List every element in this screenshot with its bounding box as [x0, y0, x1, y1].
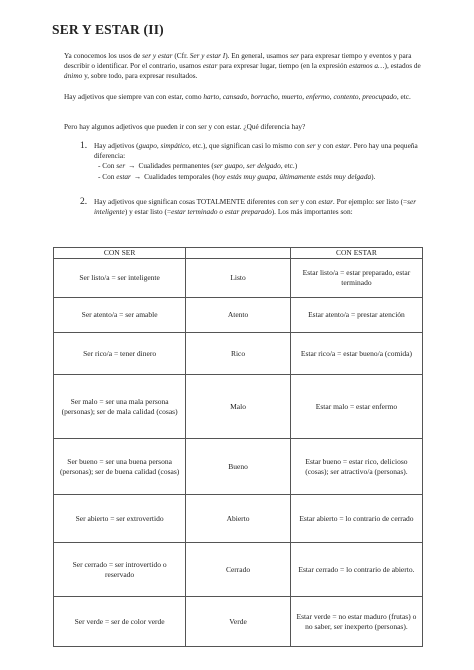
table-cell: Listo: [186, 259, 291, 298]
text: , etc.), que significan casi lo mismo con: [188, 141, 307, 150]
list-number: 2.: [80, 197, 88, 207]
text: , etc.): [280, 161, 298, 171]
table-header-row: [54, 248, 423, 259]
table-cell: Estar abierto = lo contrario de cerrado: [290, 495, 422, 543]
table-cell: Cerrado: [186, 543, 291, 597]
table-cell: Ser abierto = ser extrovertido: [54, 495, 186, 543]
list-item-text: [94, 141, 444, 161]
table-cell: Atento: [186, 298, 291, 333]
table-cell: Ser atento/a = ser amable: [54, 298, 186, 333]
table-cell: Estar rico/a = estar bueno/a (comida): [290, 333, 422, 375]
text: estar: [318, 197, 333, 206]
text: ánimo: [64, 71, 83, 81]
text: ) y estar listo (=: [124, 207, 172, 217]
table-row: [54, 439, 423, 495]
table-cell: Bueno: [186, 439, 291, 495]
list-item-2: [80, 197, 444, 217]
text: Cualidades permanentes (: [138, 161, 214, 171]
table-row: [54, 333, 423, 375]
text: Ya conocemos los usos de: [64, 51, 143, 60]
table-cell: Estar malo = estar enfermo: [290, 375, 422, 439]
text: para expresar tiempo y eventos y para describir o identificar. Por el contrario, usamos: [64, 51, 412, 71]
sub-line-ser: [94, 161, 444, 171]
text: ser: [116, 161, 126, 171]
text: para expresar lugar, tiempo (en la expresión: [217, 61, 350, 71]
table-cell: Ser malo = ser una mala persona (personas); ser de mala calidad (cosas): [54, 375, 186, 439]
text: Hay adjetivos que significan cosas TOTALMENTE diferentes con: [94, 197, 290, 206]
text: harto, cansado, borracho, muerto, enfermo, contento, preocupado: [203, 92, 397, 101]
text: guapo, simpático: [138, 141, 189, 150]
intro-paragraph-2: [64, 92, 432, 102]
table-cell: Ser bueno = ser una buena persona (personas); ser de buena calidad (cosas): [54, 439, 186, 495]
text: ser: [290, 51, 299, 60]
table-cell: Malo: [186, 375, 291, 439]
text: - Con: [98, 161, 117, 171]
text: estar: [116, 171, 131, 181]
table-row: [54, 259, 423, 298]
arrow-right-icon: →: [128, 161, 136, 171]
table-cell: Estar listo/a = estar preparado, estar terminado: [290, 259, 422, 298]
text: Ser y estar I: [189, 51, 226, 60]
ser-estar-table: [53, 247, 423, 647]
table-cell: Estar atento/a = prestar atención: [290, 298, 422, 333]
table-cell: Estar verde = no estar maduro (frutas) o no saber, ser inexperto (personas).: [290, 597, 422, 647]
text: estamos a…: [349, 61, 385, 71]
table-cell: Estar bueno = estar rico, delicioso (cosas); ser atractivo/a (personas).: [290, 439, 422, 495]
list-number: 1.: [80, 141, 88, 151]
text: ser inteligente: [94, 197, 417, 217]
table-cell: Ser verde = ser de color verde: [54, 597, 186, 647]
table-cell: Verde: [186, 597, 291, 647]
text: Cualidades temporales (: [144, 171, 215, 181]
text: y con: [298, 197, 319, 206]
table-row: [54, 298, 423, 333]
header-con-ser: CON SER: [54, 248, 186, 259]
table-cell: Estar cerrado = lo contrario de abierto.: [290, 543, 422, 597]
table-cell: Rico: [186, 333, 291, 375]
text: ). Los más importantes son:: [271, 207, 353, 217]
table-row: [54, 597, 423, 647]
text: y con: [315, 141, 336, 150]
text: ser y estar: [142, 51, 173, 60]
intro-paragraph-1: [64, 51, 432, 82]
text: , etc.: [396, 92, 411, 101]
header-adjective: [186, 248, 291, 259]
list-item-1: [80, 141, 444, 182]
text: . Pero hay una pequeña diferencia:: [94, 141, 418, 161]
text: ser: [289, 197, 299, 206]
text: Hay adjetivos (: [94, 141, 139, 150]
text: estar terminado o estar preparado: [171, 207, 272, 217]
text: Hay adjetivos que siempre van con estar, como: [64, 92, 204, 101]
page-title: SER Y ESTAR (II): [52, 22, 164, 37]
table-row: [54, 375, 423, 439]
arrow-right-icon: →: [133, 171, 142, 181]
table-cell: Ser cerrado = ser introvertido o reservado: [54, 543, 186, 597]
list-item-text: [94, 197, 444, 217]
text: - Con: [98, 171, 117, 181]
text: (Cfr.: [172, 51, 190, 60]
table-cell: Ser listo/a = ser inteligente: [54, 259, 186, 298]
sub-line-estar: [94, 172, 444, 182]
table-row: [54, 543, 423, 597]
text: estar: [202, 61, 218, 71]
text: ser guapo, ser delgado: [213, 161, 281, 171]
text: hoy estás muy guapa, últimamente estás muy delgada: [214, 171, 372, 181]
text: ). En general, usamos: [225, 51, 291, 60]
text: ), estados de: [384, 61, 421, 71]
header-con-estar: CON ESTAR: [290, 248, 422, 259]
table-cell: Ser rico/a = tener dinero: [54, 333, 186, 375]
text: estar: [335, 141, 350, 150]
text: . Por ejemplo: ser listo (=: [332, 197, 408, 206]
text: ser: [306, 141, 316, 150]
text: ).: [371, 171, 376, 181]
text: y, sobre todo, para expresar resultados.: [82, 71, 198, 81]
intro-paragraph-3: Pero hay algunos adjetivos que pueden ir con ser y con estar. ¿Qué diferencia hay?: [64, 122, 306, 131]
table-row: [54, 495, 423, 543]
table-cell: Abierto: [186, 495, 291, 543]
